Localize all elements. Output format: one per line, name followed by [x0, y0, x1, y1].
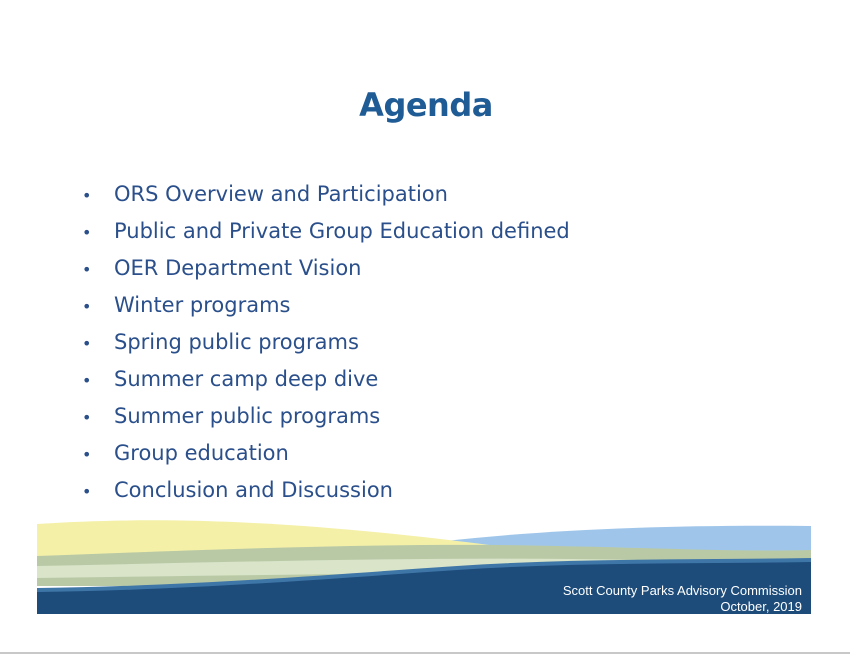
agenda-item-label: OER Department Vision	[114, 256, 362, 280]
agenda-item-label: Summer public programs	[114, 404, 381, 428]
agenda-item	[82, 472, 570, 509]
agenda-item-label: ORS Overview and Participation	[114, 182, 448, 206]
agenda-item	[82, 250, 570, 287]
agenda-item-label: Conclusion and Discussion	[114, 478, 393, 502]
bullet-icon: •	[82, 297, 92, 316]
agenda-item	[82, 398, 570, 435]
agenda-item-label: Spring public programs	[114, 330, 359, 354]
agenda-item	[82, 287, 570, 324]
agenda-item	[82, 361, 570, 398]
footer-organization: Scott County Parks Advisory Commission	[562, 583, 802, 598]
agenda-item-label: Group education	[114, 441, 289, 465]
agenda-item	[82, 176, 570, 213]
bullet-icon: •	[82, 260, 92, 279]
footer-caption	[563, 583, 802, 615]
footer-date: October, 2019	[720, 599, 802, 614]
bullet-icon: •	[82, 334, 92, 353]
agenda-item-label: Summer camp deep dive	[114, 367, 379, 391]
bullet-icon: •	[82, 186, 92, 205]
slide-title: Agenda	[359, 86, 493, 124]
agenda-item	[82, 324, 570, 361]
agenda-item	[82, 213, 570, 250]
bullet-icon: •	[82, 408, 92, 427]
agenda-item	[82, 435, 570, 472]
agenda-list	[82, 176, 570, 509]
agenda-item-label: Winter programs	[114, 293, 291, 317]
bullet-icon: •	[82, 371, 92, 390]
agenda-item-label: Public and Private Group Education defined	[114, 219, 570, 243]
bullet-icon: •	[82, 445, 92, 464]
bullet-icon: •	[82, 482, 92, 501]
page-bottom-rule	[0, 652, 850, 654]
bullet-icon: •	[82, 223, 92, 242]
